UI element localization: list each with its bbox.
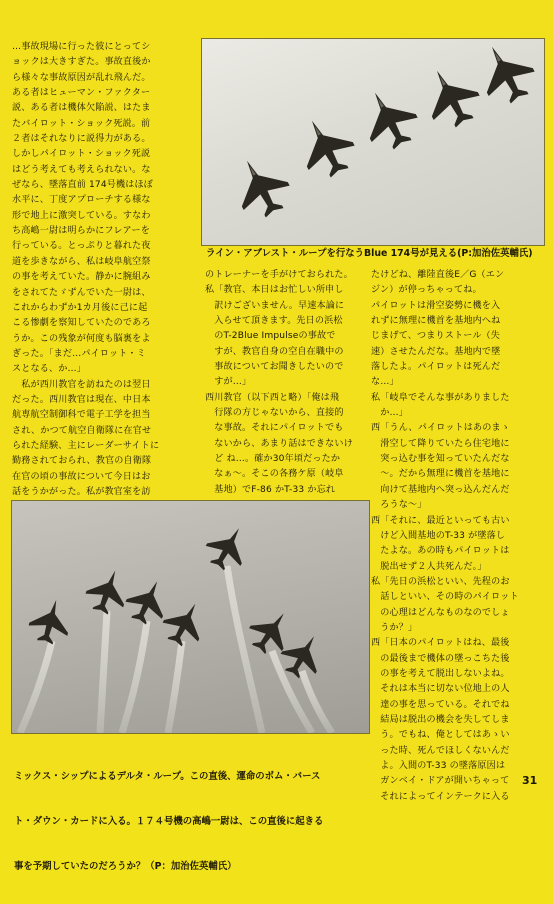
text-line: の事を考えて脱出しないよね。 [371, 668, 510, 679]
text-line: すが…」 [205, 377, 252, 388]
text-line: ら様々な事故原因が乱れ飛んだ。 [12, 72, 151, 83]
text-line: か…」 [371, 408, 408, 419]
text-line: 向けて基地内へ突っ込んだんだ [371, 484, 510, 495]
text-line: それは本当に切ない位地上の人 [371, 684, 510, 695]
article-column-left [12, 40, 194, 516]
text-line: たよな。あの時もパイロットは [371, 546, 510, 557]
text-line: のトレーナーを手がけておられた。 [205, 270, 353, 280]
text-line: 行っている。とっぷりと暮れた夜 [12, 241, 151, 252]
text-line: ろうな〜」 [371, 500, 427, 511]
text-line: の最後まで機体の墜っこちた後 [371, 653, 510, 664]
text-line: ぜなら、墜落直前 174号機はほぼ [12, 180, 154, 191]
text-line: はどう考えても考えられない。な [12, 164, 151, 175]
text-line: スとなる、か…」 [12, 364, 86, 375]
text-line: をされてたゞずんでいた一尉は、 [12, 287, 151, 298]
text-line: たバイロット・ショック死説。前 [12, 118, 151, 129]
text-line: う。でもね、俺としてはあゝい [371, 730, 510, 741]
text-line: ガンベイ・ドアが開いちゃって [371, 776, 510, 787]
jet-4 [414, 59, 488, 136]
text-line: 〜。だから無理に機首を基地に [371, 469, 510, 480]
text-line: 達の事を思っている。それでね [371, 699, 510, 710]
text-line: ２者はそれなりに説得力がある。 [12, 134, 151, 145]
text-line: 西「それに、最近といっても古い [371, 515, 510, 526]
caption-line-2: ト・ダウン・カードに入る。１７４号機の高嶋一尉は、この直後に起きる [14, 816, 324, 827]
photo-caption-bottom [14, 739, 323, 904]
text-line: 在官の頃の事故について今日はお [12, 471, 151, 482]
text-line: 訳けございません。早速本論に [205, 300, 345, 311]
text-line: ど ね…。確か30年頃だったか [205, 454, 341, 465]
text-line: 話をうかがった。私が教官室を訪 [12, 486, 151, 497]
jets-illustration-top [202, 39, 544, 245]
text-line: 私「先日の浜松といい、先程のお [371, 576, 510, 587]
text-line: だった。西川教官は現在、中日本 [12, 394, 151, 405]
text-line: 西川教官（以下西と略）「俺は飛 [205, 392, 340, 403]
text-line: 落したよ。パイロットは死んだ [371, 362, 501, 373]
text-line: なぁ〜。そこの各務ケ原（岐阜 [205, 469, 344, 480]
text-line: られた経験、主にレーダーサイトに [12, 440, 160, 451]
jet-2 [289, 109, 363, 186]
text-line: った時、死んでほしくないんだ [371, 745, 510, 756]
smoke-trails [20, 566, 332, 733]
article-column-right [371, 268, 547, 805]
text-line: すが、教官自身の空自在職中の [205, 346, 344, 357]
jet-5 [469, 39, 543, 111]
text-line: しかしパイロット・ショック死説 [12, 149, 151, 160]
text-line: ある者はヒューマン・ファクター [12, 88, 151, 99]
text-line: な…」 [371, 377, 399, 388]
jet-b4 [26, 595, 76, 648]
text-line: 入らせて頂きます。先日の浜松 [205, 316, 343, 327]
jets-illustration-bottom [12, 501, 369, 733]
text-line: れずに無理に機首を基地内へね [371, 316, 501, 327]
text-line: の事を考えていた。静かに腕組み [12, 272, 151, 283]
caption-line-1: ミックス・シップによるデルタ・ループ。この直後、運命のボム・バース [14, 771, 321, 782]
text-line: ち高嶋一尉は明らかにフレアーを [12, 226, 151, 237]
text-line: 脱出せず２人共死んだ。」 [371, 561, 487, 572]
jet-3 [352, 81, 426, 158]
jet-b2 [81, 564, 134, 619]
text-line: 話しといい、その時のパイロット [371, 592, 519, 603]
text-line: 私が西川教官を訪ねたのは翌日 [12, 379, 151, 390]
text-line: 基地）でF-86 かT-33 か忘れ [205, 484, 336, 495]
text-line: 道を歩きながら、私は岐阜航空祭 [12, 256, 151, 267]
text-line: …事故現場に行った彼にとってシ [12, 42, 151, 52]
text-line: 私「教官、本日はお忙しい所申し [205, 285, 344, 296]
article-column-middle [205, 268, 368, 498]
text-line: 形で地上に激突している。すなわ [12, 210, 151, 221]
text-line: 突っ込む事を知っていたんだな [371, 454, 510, 465]
text-line: こる惨劇を察知していたのであろ [12, 318, 151, 329]
text-line: パイロットは滑空姿勢に機を入 [371, 300, 501, 311]
text-line: 西「うん、パイロットはあのまゝ [371, 423, 511, 434]
text-line: のT-2Blue Impulseの事故で [205, 331, 336, 342]
text-line: ないから、あまり話はできないけ [205, 438, 353, 449]
text-line: けど入間基地のT-33 が墜落し [371, 530, 506, 541]
text-line: 西「日本のパイロットはね、最後 [371, 638, 510, 649]
text-line: うか。この残象が何度も脳裏をよ [12, 333, 151, 344]
text-line: うか？」 [371, 622, 418, 633]
text-line: 説、ある者は機体欠陥説、はたま [12, 103, 151, 114]
text-line: 滑空して降りていたら住宅地に [371, 438, 510, 449]
text-line: 航専航空制御科で電子工学を担当 [12, 410, 151, 421]
photo-line-abreast-loop [201, 38, 545, 246]
photo-delta-loop [11, 500, 370, 734]
text-line: の心理はどんなものなのでしょ [371, 607, 510, 618]
text-line: な事故。それにパイロットでも [205, 423, 344, 434]
text-line: 速）させたんだな。基地内で墜 [371, 346, 501, 357]
text-line: よ。入間のT-33 の墜落原因は [371, 761, 506, 771]
text-line: 水平に、丁度アプローチする様な [12, 195, 151, 206]
text-line: それによってインテークに入る [371, 791, 510, 802]
text-line: たけどね、離陸直後E／G（エン [371, 270, 505, 280]
text-line: ョックは大きすぎた。事故直後か [12, 57, 151, 68]
caption-line-3: 事を予期していたのだろうか？（P：加治佐英輔氏） [14, 861, 237, 872]
text-line: され、かつて航空自衛隊に在官せ [12, 425, 152, 436]
text-line: 私「岐阜でそんな事がありました [371, 392, 510, 403]
text-line: ぎった。「まだ…パイロット・ミ [12, 348, 146, 359]
jet-1 [224, 149, 298, 226]
text-line: じまげて、つまりストール（失 [371, 331, 501, 342]
page-number: 31 [522, 774, 538, 787]
text-line: 結局は脱出の機会を失してしま [371, 714, 510, 725]
text-line: 行隊の方じゃないから、直接的 [205, 408, 344, 419]
text-line: 事故についてお聞きしたいので [205, 362, 344, 373]
text-line: 勤務されておられ、教官の自衛隊 [12, 456, 152, 467]
text-line: ジン）が停っちゃってね。 [371, 285, 482, 296]
text-line: これからわずか1カ月後に己に起 [12, 302, 148, 313]
photo-caption-top: ライン・アブレスト・ループを行なうBlue 174号が見える(P:加治佐英輔氏) [206, 248, 533, 259]
